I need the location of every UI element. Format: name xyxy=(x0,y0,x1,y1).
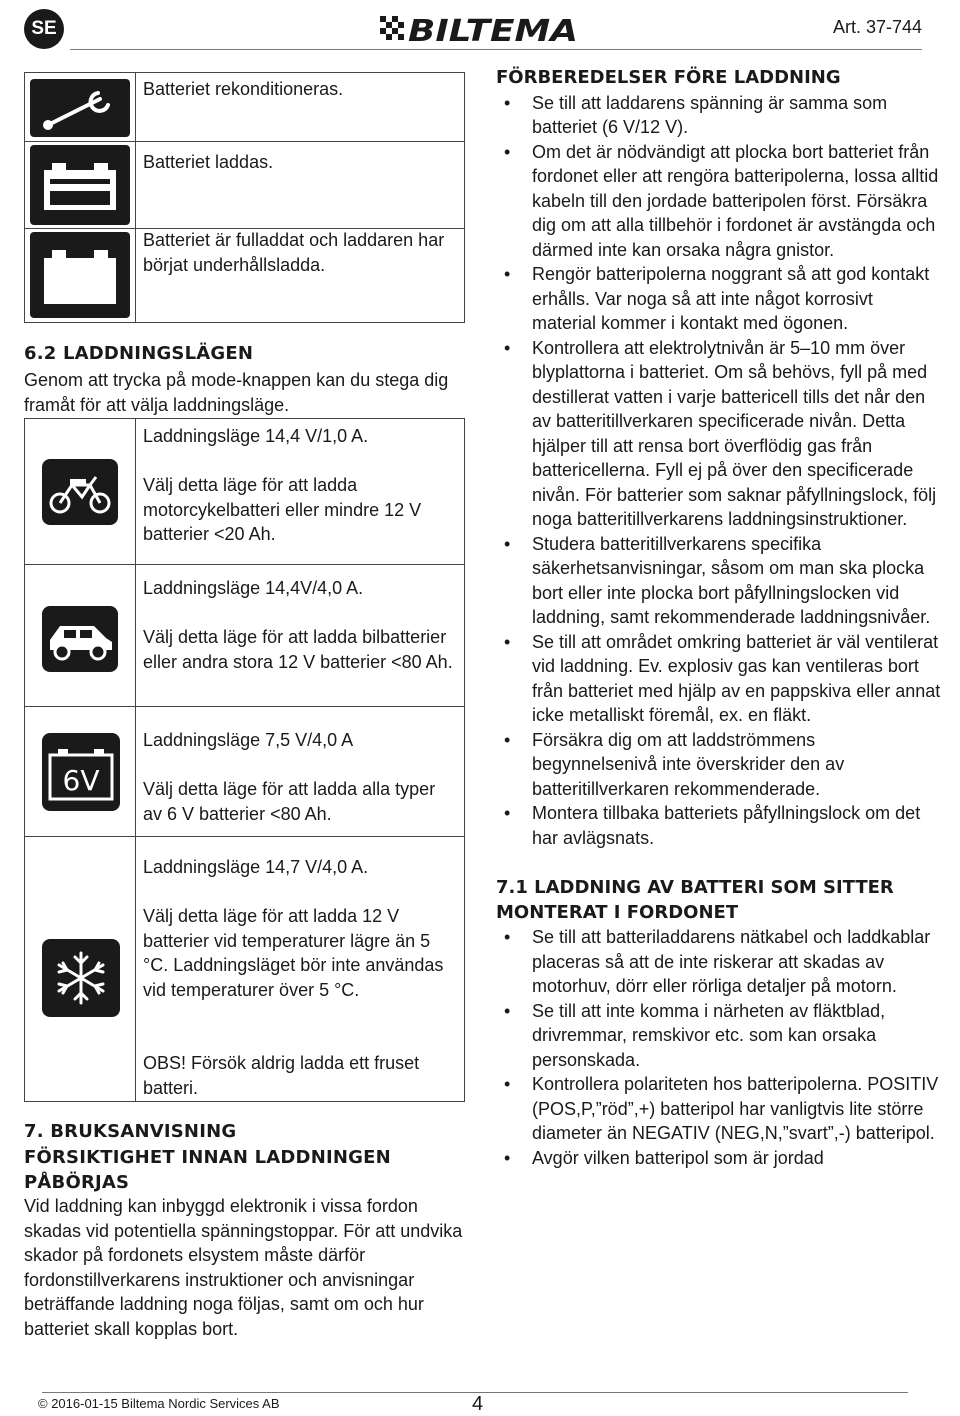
mode-description: Välj detta läge för att ladda bilbatterier eller andra stora 12 V batterier <80 Ah. xyxy=(143,627,453,672)
list-item: • Se till att området omkring batteriet är väl ventilerat vid laddning. Ev. explosiv gas kan ventileras bort från batteriet med hjälp av en pappskiva eller annat icke metalliskt föremål, ex. en fläkt. xyxy=(496,630,941,728)
biltema-logo xyxy=(380,14,580,44)
mode-warning: OBS! Försök aldrig ladda ett fruset batteri. xyxy=(143,1053,420,1098)
row-divider xyxy=(25,836,464,837)
list-item: • Se till att batteriladdarens nätkabel och laddkablar placeras så att de inte riskerar att skadas av motorhuv, dörr eller rörliga detaljer på motorn. xyxy=(496,925,941,999)
list-item: • Avgör vilken batteripol som är jordad xyxy=(496,1146,941,1171)
mode-title: Laddningsläge 7,5 V/4,0 A xyxy=(143,730,354,750)
wrench-icon xyxy=(30,79,130,137)
modes-table xyxy=(24,418,465,1102)
snowflake-icon xyxy=(42,939,120,1017)
list-item: • Montera tillbaka batteriets påfyllningslock om det har avlägsnats. xyxy=(496,801,941,850)
section-intro: Genom att trycka på mode-knappen kan du stega dig framåt för att välja laddningsläge. xyxy=(24,370,449,415)
list-item: • Se till att laddarens spänning är samma som batteriet (6 V/12 V). xyxy=(496,91,941,140)
mode-title: Laddningsläge 14,4 V/1,0 A. xyxy=(143,426,369,446)
list-item: • Kontrollera att elektrolytnivån är 5–10 mm över blyplattorna i batteriet. Om så behövs, fyll på med destillerat vatten i varje battericell tills det når den av batteritillverkaren specificerade nivån. Detta hjälper till att rensa bort överflödig gas från battericellerna. Fyll ej på över den specificerade nivån. För batterier som saknar påfyllningslock, följ noga batteritillverkarens laddningsinstruktioner. xyxy=(496,336,941,532)
motorcycle-icon xyxy=(42,459,118,525)
language-badge: SE xyxy=(24,9,64,49)
mode-description: Välj detta läge för att ladda alla typer av 6 V batterier <80 Ah. xyxy=(143,779,436,824)
row-divider xyxy=(25,141,464,142)
section-body: Vid laddning kan inbyggd elektronik i vissa fordon skadas vid potentiella spänningstoppar. För att undvika skador på fordonets elsystem måste därför fordonstillverkarens instruktioner och anvisningar beträffande laddning noga följas, samt om och hur batteriet skall kopplas bort. xyxy=(24,1196,463,1339)
section-subheading: FÖRSIKTIGHET INNAN LADDNINGEN PÅBÖRJAS xyxy=(24,1147,391,1193)
mode-title: Laddningsläge 14,4V/4,0 A. xyxy=(143,578,364,598)
status-text: Batteriet rekonditioneras. xyxy=(143,79,344,99)
list-item: • Försäkra dig om att laddströmmens begynnelsenivå inte överskrider den av batteritillverkaren rekommenderade. xyxy=(496,728,941,802)
mode-description: Välj detta läge för att ladda 12 V batterier vid temperaturer lägre än 5 °C. Laddningsläget bör inte användas vid temperaturer över 5 °C. xyxy=(143,906,444,1000)
battery-6v-icon xyxy=(42,733,120,811)
car-icon xyxy=(42,606,118,672)
section-heading: 6.2 LADDNINGSLÄGEN xyxy=(24,343,254,364)
battery-charging-icon xyxy=(30,145,130,225)
row-divider xyxy=(25,564,464,565)
page-number: 4 xyxy=(472,1393,484,1415)
battery-full-icon xyxy=(30,232,130,318)
prep-list xyxy=(496,91,941,851)
mode-description: Välj detta läge för att ladda motorcykelbatteri eller mindre 12 V batterier <20 Ah. xyxy=(143,475,422,544)
row-divider xyxy=(25,706,464,707)
list-item: • Studera batteritillverkarens specifika säkerhetsanvisningar, såsom om man ska plocka bort eller inte plocka bort påfyllningslocken vid laddning, samt rekommenderade laddningsnivåer. xyxy=(496,532,941,630)
right-column xyxy=(496,66,941,1170)
article-number: Art. 37-744 xyxy=(832,17,922,37)
list-item: • Rengör batteripolerna noggrant så att god kontakt erhålls. Var noga så att inte något korrosivt material kommer i kontakt med ögonen. xyxy=(496,262,941,336)
list-item: • Kontrollera polariteten hos batteripolerna. POSITIV (POS,P,”röd”,+) batteripol har vanligtvis lite större diameter än NEGATIV (NEG,N,”svart”,-) batteripol. xyxy=(496,1072,941,1146)
brand-text: BILTEMA xyxy=(408,14,578,44)
prep-heading: FÖRBEREDELSER FÖRE LADDNING xyxy=(496,67,841,88)
status-table xyxy=(24,72,465,323)
copyright: © 2016-01-15 Biltema Nordic Services AB xyxy=(38,1396,280,1411)
svg-text:6V: 6V xyxy=(62,764,100,797)
header-rule xyxy=(70,49,922,50)
status-text: Batteriet laddas. xyxy=(143,152,274,172)
mode-title: Laddningsläge 14,7 V/4,0 A. xyxy=(143,857,369,877)
mounted-list xyxy=(496,925,941,1170)
status-text: Batteriet är fulladdat och laddaren har börjat underhållsladda. xyxy=(143,230,445,275)
list-item: • Se till att inte komma i närheten av fläktblad, drivremmar, remskivor etc. som kan orsaka personskada. xyxy=(496,999,941,1073)
section-heading: 7. BRUKSANVISNING xyxy=(24,1121,237,1142)
list-item: • Om det är nödvändigt att plocka bort batteriet från fordonet eller att rengöra batteripolerna, lossa alltid kabeln till den jordade batteripolen först. Försäkra dig om att alla tillbehör i fordonet är avstängda och därmed inte kan orsaka några gnistor. xyxy=(496,140,941,263)
section-heading: 7.1 LADDNING AV BATTERI SOM SITTER MONTERAT I FORDONET xyxy=(496,877,894,923)
